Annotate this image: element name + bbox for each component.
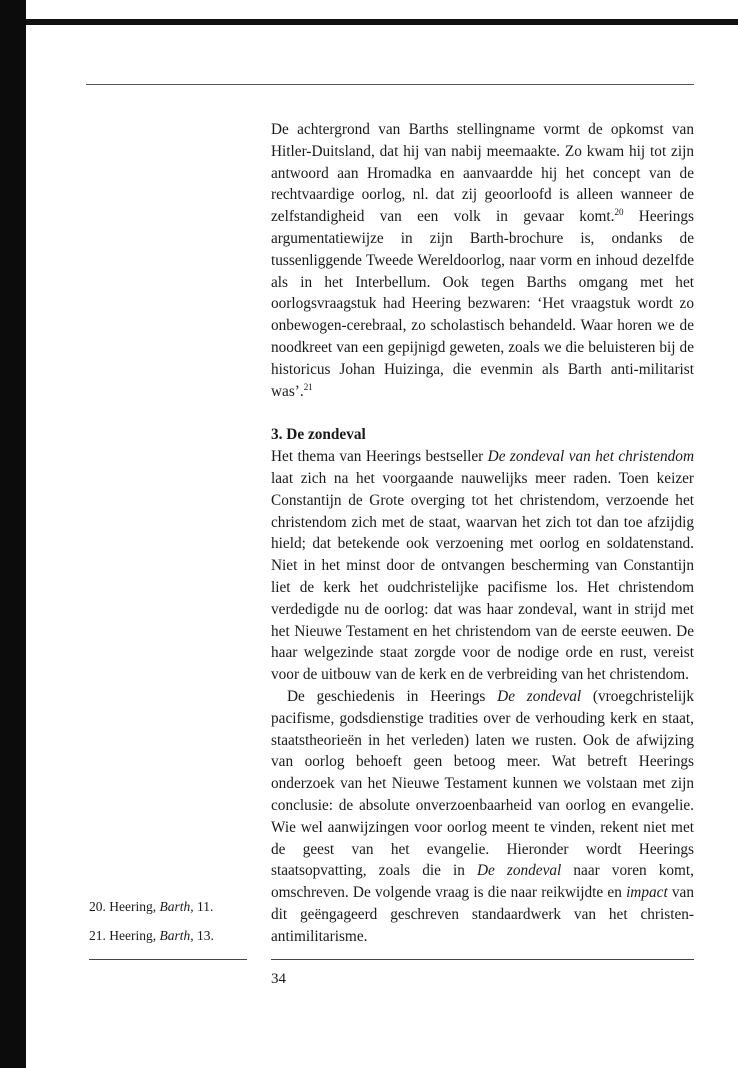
book-title-short-2: De zondeval [476, 862, 562, 880]
footnote-ref-20[interactable]: 20 [614, 207, 624, 218]
paragraph-3 [271, 686, 694, 948]
footnote-21-title: Barth [159, 928, 191, 943]
paragraph-3-text-b: (vroegchristelijk pacifisme, godsdienstige tradities over de verhouding kerk en staat, staatstheorieën in het verleden) laten we rusten. Ook de afwijzing van oorlog behoeft geen betoog meer. Wat betreft Heerings onderzoek van het Nieuwe Testament kunnen we volstaan met zijn conclusie: de absolute onverzoenbaarheid van oorlog en evangelie. Wie wel aanwijzingen voor oorlog meent te vinden, rekent niet met de geest van het evangelie. Hieronder wordt Heerings staatsopvatting, zoals die in [271, 687, 694, 880]
scan-left-border [0, 0, 26, 1068]
footnote-21-lead: 21. Heering, [89, 928, 160, 943]
paragraph-2 [271, 446, 694, 686]
footer-rule [271, 959, 694, 960]
paragraph-3-text-c: naar voren komt, omschreven. De volgende vraag is die naar reikwijdte en [271, 862, 694, 902]
paragraph-2-text-b: laat zich na het voorgaande nauwelijks meer raden. Toen keizer Constantijn de Grote overging tot het christendom, verzoende het christendom zich met de staat, waarvan het zich tot dan toe afzijdig hield; dat betekende ook verzoening met oorlog en soldatenstand. Niet in het minst door de ontvangen bescherming van Constantijn liet de kerk het oudchristelijke pacifisme los. Het christendom verdedigde nu de oorlog: dat was haar zondeval, want in strijd met het Nieuwe Testament en het christendom van de eerste eeuwen. De haar welgezinde staat zorgde voor de nodige orde en rust, vereist voor de uitbouw van de kerk en de verbreiding van het christendom. [271, 469, 694, 684]
footnote-20-title: Barth [159, 899, 191, 914]
paragraph-3-text-d: van dit geëngageerd geschreven standaardwerk van het christen-antimilitarisme. [271, 884, 694, 945]
paragraph-1-text: De achtergrond van Barths stellingname vormt de opkomst van Hitler-Duitsland, dat hij van nabij meemaakte. Zo kwam hij tot zijn antwoord aan Hromadka en aanvaardde hij het concept van de rechtvaardige oorlog, nl. dat zij geoorloofd is alleen wanneer de zelfstandigheid van een volk in gevaar komt. [271, 121, 694, 226]
paragraph-3-text-a: De geschiedenis in Heerings [287, 687, 498, 705]
impact-term: impact [626, 884, 668, 902]
page-number: 34 [271, 971, 286, 987]
paragraph-1-text-b: Heerings argumentatiewijze in zijn Barth-brochure is, ondanks de tussenliggende Tweede Wereldoorlog, naar vorm en inhoud dezelfde als in het Interbellum. Ook tegen Barths omgang met het oorlogsvraagstuk had Heering bezwaren: ‘Het vraagstuk wordt zo onbewogen-cerebraal, zo scholastisch behandeld. Waar horen we de noodkreet van een gepijnigd geweten, zoals we die beluisteren bij de historicus Johan Huizinga, die evenmin als Barth anti-militarist was’. [271, 208, 694, 400]
book-title: De zondeval van het christendom [487, 448, 694, 466]
main-text [271, 119, 694, 947]
book-title-short-1: De zondeval [497, 687, 582, 705]
paragraph-1 [271, 119, 694, 402]
footnote-rule [89, 959, 247, 960]
scan-top-border [24, 19, 738, 25]
header-rule [86, 84, 694, 85]
section-heading: 3. De zondeval [271, 426, 366, 444]
footnote-21-tail: , 13. [190, 928, 214, 943]
footnote-ref-21[interactable]: 21 [303, 381, 313, 392]
footnote-20 [89, 897, 259, 916]
footnotes [89, 897, 259, 955]
footnote-20-tail: , 11. [190, 899, 214, 914]
footnote-21 [89, 926, 259, 945]
paragraph-2-text-a: Het thema van Heerings bestseller [271, 448, 488, 466]
footnote-20-lead: 20. Heering, [89, 899, 160, 914]
